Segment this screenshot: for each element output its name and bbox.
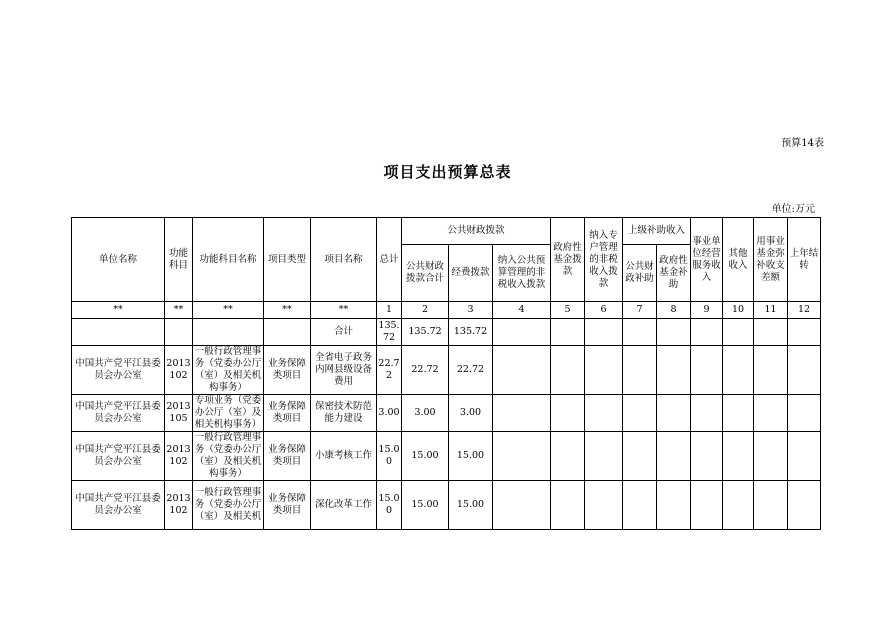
total-cell: 15.00: [377, 481, 402, 530]
index-cell: 5: [551, 302, 585, 319]
header-func-name: 功能科目名称: [193, 218, 264, 302]
header-upper-public: 公共财政补助: [623, 245, 657, 302]
unit-cell: 中国共产党平江县委员会办公室: [72, 346, 165, 395]
func-name-cell: 专项业务（党委办公厅（室）及相关机构事务）: [193, 395, 264, 432]
index-cell: 10: [723, 302, 754, 319]
type-cell: 业务保障类项目: [264, 395, 311, 432]
code-cell: 2013102: [165, 481, 193, 530]
total-public-cell: 135.72: [402, 319, 449, 346]
header-public-total: 公共财政拨款合计: [402, 245, 449, 302]
header-public-finance: 公共财政拨款: [402, 218, 551, 245]
index-cell: **: [193, 302, 264, 319]
total-cell: 22.72: [377, 346, 402, 395]
table-row: [72, 346, 821, 395]
index-cell: 7: [623, 302, 657, 319]
index-cell: 11: [754, 302, 788, 319]
header-nontax-budget: 纳入公共预算管理的非税收入拨款: [493, 245, 551, 302]
unit-cell: 中国共产党平江县委员会办公室: [72, 432, 165, 481]
funding-cell: 15.00: [449, 432, 493, 481]
proj-name-cell: 小康考核工作: [311, 432, 377, 481]
unit-cell: 中国共产党平江县委员会办公室: [72, 395, 165, 432]
type-cell: 业务保障类项目: [264, 432, 311, 481]
func-name-cell: 一般行政管理事务（党委办公厅（室）及相关机: [193, 481, 264, 530]
header-unit-name: 单位名称: [72, 218, 165, 302]
index-cell: 12: [788, 302, 821, 319]
header-proj-name: 项目名称: [311, 218, 377, 302]
header-func-code: 功能科目: [165, 218, 193, 302]
header-funding: 经费拨款: [449, 245, 493, 302]
header-special-nontax: 纳入专户管理的非税收入拨款: [585, 218, 623, 302]
index-cell: 1: [377, 302, 402, 319]
code-cell: 2013102: [165, 346, 193, 395]
index-cell: 8: [657, 302, 691, 319]
index-cell: **: [264, 302, 311, 319]
index-row: [72, 302, 821, 319]
header-total: 总计: [377, 218, 402, 302]
public-total-cell: 15.00: [402, 432, 449, 481]
index-cell: **: [165, 302, 193, 319]
proj-name-cell: 全省电子政务内网县级设备费用: [311, 346, 377, 395]
public-total-cell: 22.72: [402, 346, 449, 395]
public-total-cell: 3.00: [402, 395, 449, 432]
func-name-cell: 一般行政管理事务（党委办公厅（室）及相关机构事务）: [193, 346, 264, 395]
header-upper-gov-fund: 政府性基金补助: [657, 245, 691, 302]
header-gov-fund: 政府性基金拨款: [551, 218, 585, 302]
funding-cell: 3.00: [449, 395, 493, 432]
type-cell: 业务保障类项目: [264, 346, 311, 395]
unit-cell: 中国共产党平江县委员会办公室: [72, 481, 165, 530]
header-carryover: 上年结转: [788, 218, 821, 302]
type-cell: 业务保障类项目: [264, 481, 311, 530]
code-cell: 2013105: [165, 395, 193, 432]
total-funding-cell: 135.72: [449, 319, 493, 346]
index-cell: 4: [493, 302, 551, 319]
index-cell: **: [311, 302, 377, 319]
index-cell: 3: [449, 302, 493, 319]
header-fund-balance: 用事业基金弥补收支差额: [754, 218, 788, 302]
page-title: 项目支出预算总表: [383, 163, 512, 181]
func-name-cell: 一般行政管理事务（党委办公厅（室）及相关机构事务）: [193, 432, 264, 481]
public-total-cell: 15.00: [402, 481, 449, 530]
proj-name-cell: 深化改革工作: [311, 481, 377, 530]
total-cell: 135.72: [377, 319, 402, 346]
funding-cell: 15.00: [449, 481, 493, 530]
header-other-income: 其他收入: [723, 218, 754, 302]
index-cell: 9: [691, 302, 723, 319]
index-cell: **: [72, 302, 165, 319]
header-row-1: [72, 218, 821, 245]
table-row: [72, 432, 821, 481]
header-upper-subsidy: 上级补助收入: [623, 218, 691, 245]
total-cell: 15.00: [377, 432, 402, 481]
index-cell: 6: [585, 302, 623, 319]
total-row: [72, 319, 821, 346]
header-business-income: 事业单位经营服务收入: [691, 218, 723, 302]
index-cell: 2: [402, 302, 449, 319]
table-row: [72, 395, 821, 432]
unit-label: 单位:万元: [771, 204, 815, 215]
proj-name-cell: 保密技术防范能力建设: [311, 395, 377, 432]
budget-table: [71, 217, 821, 530]
total-label: 合计: [311, 319, 377, 346]
table-row: [72, 481, 821, 530]
code-cell: 2013102: [165, 432, 193, 481]
funding-cell: 22.72: [449, 346, 493, 395]
header-proj-type: 项目类型: [264, 218, 311, 302]
total-cell: 3.00: [377, 395, 402, 432]
form-number: 预算14表: [781, 138, 824, 149]
